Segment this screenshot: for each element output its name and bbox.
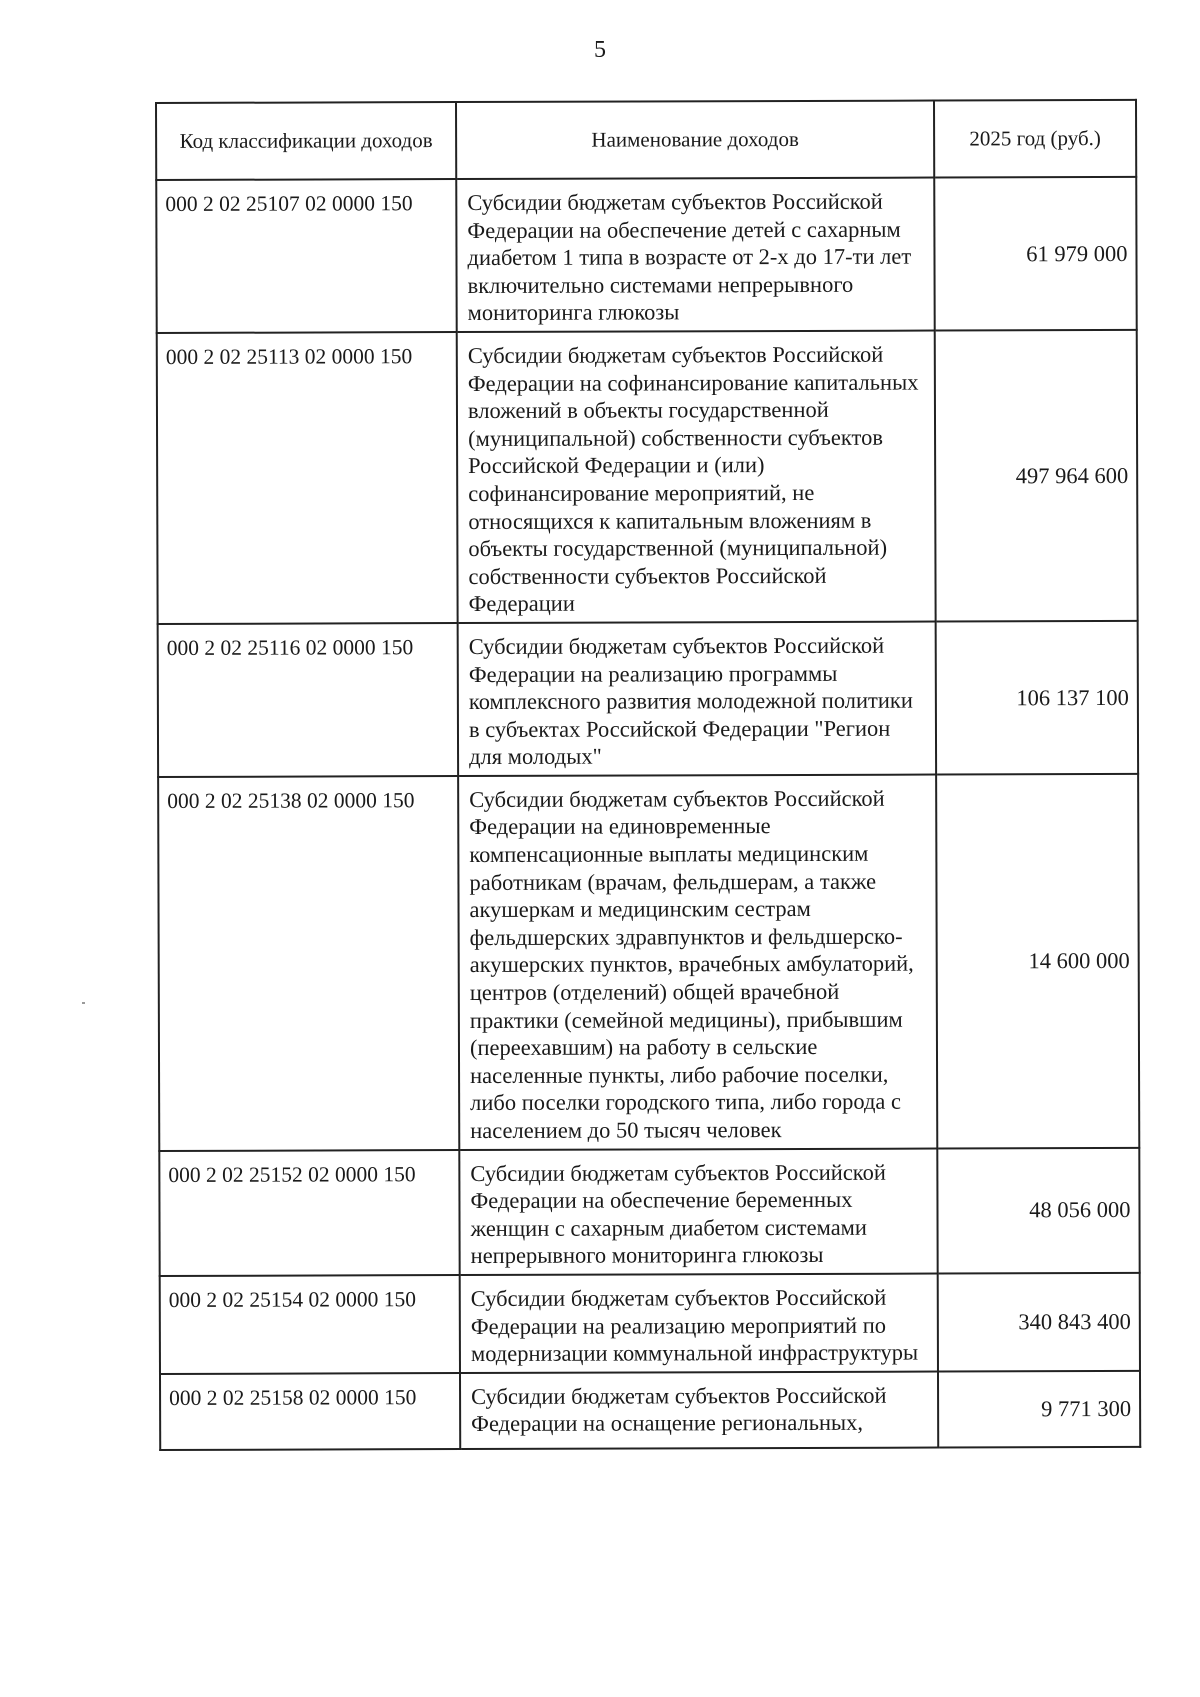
table-row [160,1273,1140,1374]
table-header-row [156,100,1136,180]
scan-mark [82,1002,85,1004]
income-code: 000 2 02 25107 02 0000 150 [156,179,456,333]
income-amount: 14 600 000 [936,774,1139,1148]
income-amount: 497 964 600 [935,330,1138,622]
income-name: Субсидии бюджетам субъектов Российской Федерации на реализацию программы комплексного развития молодежной политики в субъектах Российской Федерации "Регион для молодых" [458,621,936,775]
income-amount: 61 979 000 [934,177,1136,331]
income-amount: 9 771 300 [938,1371,1140,1448]
income-amount: 106 137 100 [936,621,1138,775]
income-name: Субсидии бюджетам субъектов Российской Федерации на обеспечение детей с сахарным диабетом 1 типа в возрасте от 2-х до 17-ти лет включительно системами непрерывного мониторинга глюкозы [456,178,934,332]
income-name: Субсидии бюджетам субъектов Российской Федерации на реализацию мероприятий по модернизации коммунальной инфраструктуры [460,1274,938,1373]
table-row [157,330,1138,624]
income-name: Субсидии бюджетам субъектов Российской Федерации на оснащение региональных, [460,1371,938,1449]
header-amount: 2025 год (руб.) [934,100,1136,178]
table-row [156,177,1136,333]
header-name: Наименование доходов [456,101,934,180]
income-code: 000 2 02 25152 02 0000 150 [159,1150,459,1276]
income-amount: 48 056 000 [937,1148,1139,1274]
page-number: 5 [594,37,606,63]
header-code: Код классификации доходов [156,102,456,180]
income-table [155,99,1141,1451]
income-code: 000 2 02 25154 02 0000 150 [160,1275,460,1374]
table-row [158,774,1139,1151]
income-name: Субсидии бюджетам субъектов Российской Федерации на обеспечение беременных женщин с сахарным диабетом системами непрерывного мониторинга глюкозы [459,1148,937,1275]
income-name: Субсидии бюджетам субъектов Российской Федерации на единовременные компенсационные выплаты медицинским работникам (врачам, фельдшерам, а также акушеркам и медицинским сестрам фельдшерских здравпунктов и фельдшерско-акушерских пунктов, врачебных амбулаторий, центров (отделений) общей врачебной практики (семейной медицины), прибывшим (переехавшим) на работу в сельские населенные пункты, либо рабочие поселки, либо поселки городского типа, либо города с населением до 50 тысяч человек [458,774,937,1149]
income-name: Субсидии бюджетам субъектов Российской Федерации на софинансирование капитальных вложений в объекты государственной (муниципальной) собственности субъектов Российской Федерации и (или) софинансирование мероприятий, не относящихся к капитальным вложениям в объекты государственной (муниципальной) собственности субъектов Российской Федерации [457,331,936,623]
income-code: 000 2 02 25158 02 0000 150 [160,1373,460,1450]
table-row [159,1148,1139,1276]
income-amount: 340 843 400 [938,1273,1140,1371]
income-code: 000 2 02 25116 02 0000 150 [158,623,458,777]
income-code: 000 2 02 25113 02 0000 150 [157,332,458,624]
table-row [160,1371,1140,1450]
table-row [158,621,1138,777]
income-code: 000 2 02 25138 02 0000 150 [158,776,459,1151]
